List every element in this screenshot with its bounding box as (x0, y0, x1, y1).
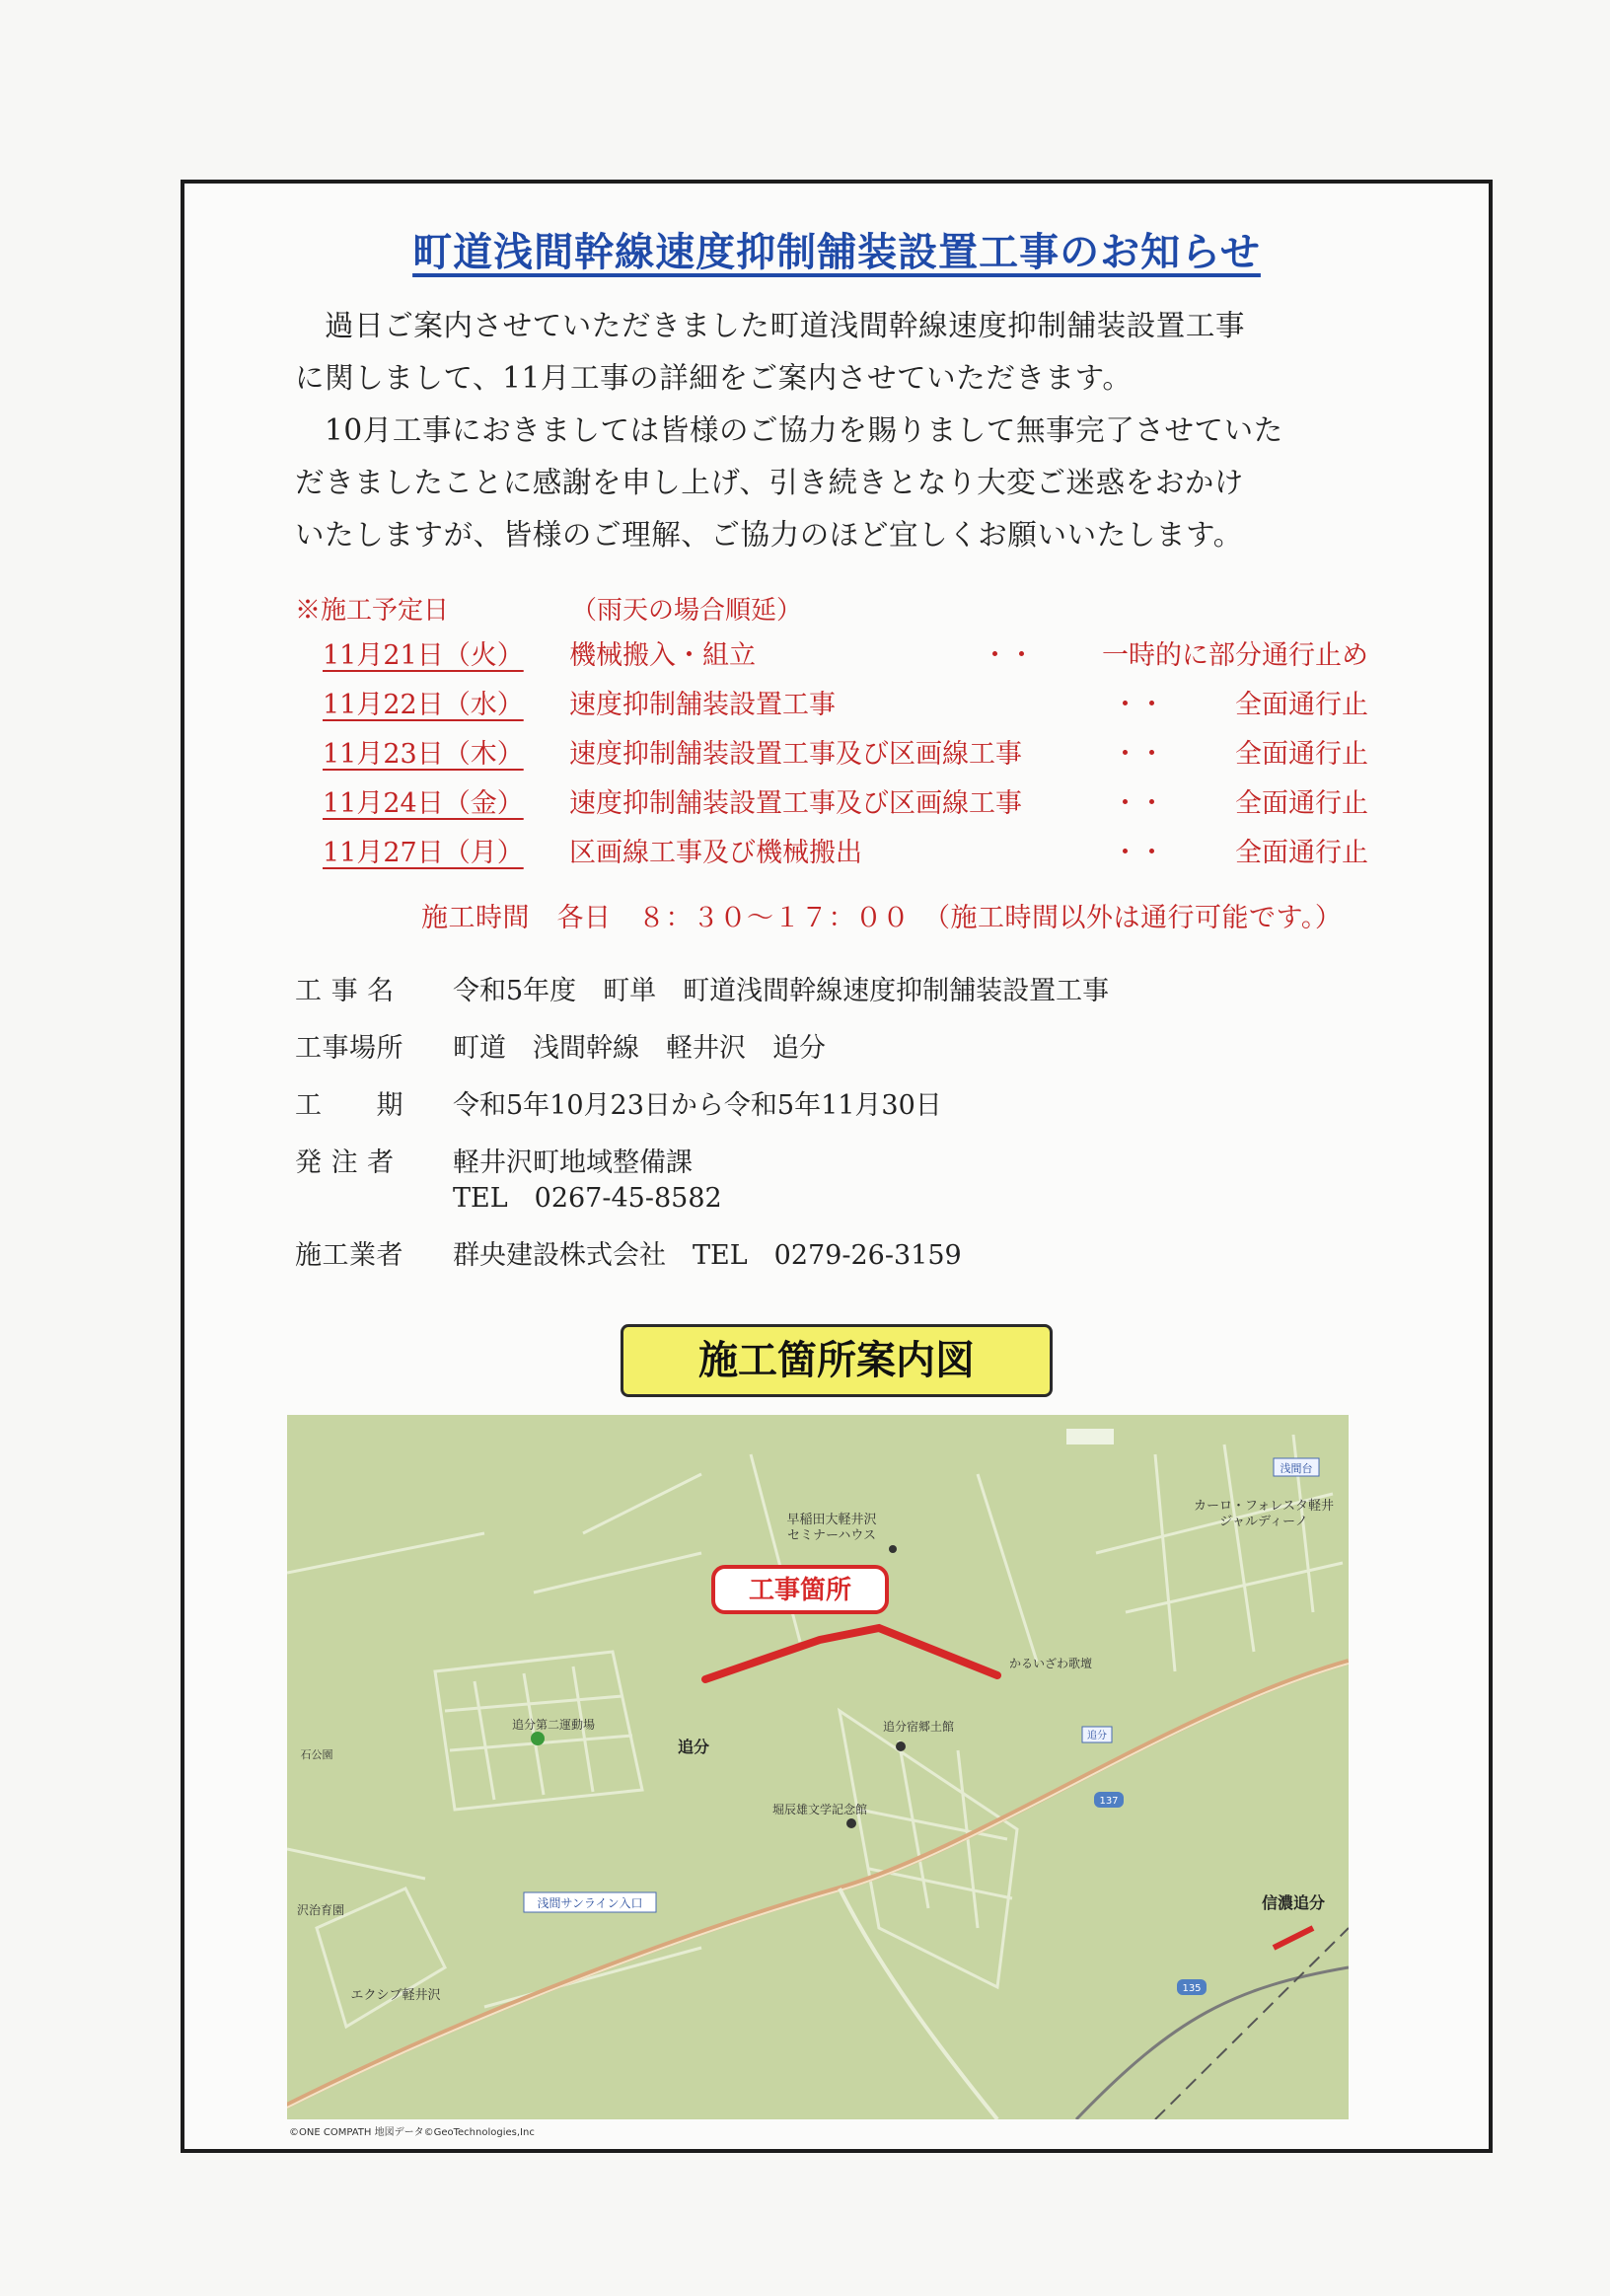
intro-line: 10月工事におきましては皆様のご協力を賜りまして無事完了させていた (325, 413, 1283, 447)
info-period (295, 1083, 942, 1122)
info-name (295, 969, 1110, 1007)
location-map[interactable] (287, 1415, 1349, 2119)
schedule-status: 全面通行止 (1235, 788, 1368, 819)
museum-icon (846, 1818, 856, 1828)
schedule-separator: ・・ (1112, 788, 1165, 819)
map-label-karuizawa-museum: かるいざわ歌壇 (1008, 1657, 1093, 1670)
info-place (295, 1026, 826, 1065)
info-contractor (295, 1233, 962, 1272)
map-svg (287, 1415, 1349, 2119)
intro-line: に関しまして、11月工事の詳細をご案内させていただきます。 (295, 361, 1133, 395)
schedule-separator: ・・ (1112, 739, 1165, 770)
school-icon (889, 1545, 897, 1553)
info-label: 工事場所 (295, 1033, 403, 1064)
museum-icon (896, 1741, 906, 1751)
schedule-work: 区画線工事及び機械搬出 (569, 838, 862, 868)
info-label: 工 期 (295, 1090, 403, 1121)
map-label-oiwake-park: 追分第二運動場 (511, 1718, 596, 1732)
schedule-row (323, 633, 1368, 673)
schedule-status: 全面通行止 (1235, 739, 1368, 770)
schedule-date: 11月27日（月） (323, 838, 524, 868)
map-route-137: 137 (1099, 1796, 1119, 1807)
schedule-separator: ・・ (1112, 838, 1165, 868)
info-client (295, 1141, 693, 1179)
map-route-135: 135 (1182, 1983, 1202, 1994)
work-hours: 施工時間 各日 ８：３０～１７：００ （施工時間以外は通行可能です。） (421, 903, 1343, 933)
info-client-tel (453, 1176, 722, 1215)
schedule-heading-label: ※施工予定日 (295, 596, 450, 626)
schedule-work: 速度抑制舗装設置工事及び区画線工事 (569, 739, 1022, 770)
info-value: 軽井沢町地域整備課 (453, 1148, 693, 1178)
map-label-exiv: エクシブ軽井沢 (350, 1988, 441, 2003)
info-label: 工 事 名 (295, 976, 395, 1006)
map-label-asama-sunline: 浅間サンライン入口 (537, 1896, 643, 1910)
info-label: 発 注 者 (295, 1148, 395, 1178)
map-label-asama-dai: 浅間台 (1280, 1462, 1313, 1475)
schedule-date: 11月22日（水） (323, 690, 524, 720)
site-label: 工事箇所 (748, 1576, 852, 1605)
schedule-separator: ・・ (982, 640, 1035, 671)
map-label-oiwake-bus: 追分 (1087, 1731, 1107, 1741)
schedule-date: 11月23日（木） (323, 739, 524, 770)
map-label-sawa: 沢治育園 (296, 1903, 345, 1917)
schedule-row (323, 683, 1368, 722)
map-label-ishi: 石公園 (300, 1748, 333, 1761)
map-label-giardino: ジャルディーノ (1219, 1515, 1308, 1529)
schedule-status: 全面通行止 (1235, 690, 1368, 720)
schedule-row (323, 732, 1368, 772)
info-value: 令和5年度 町単 町道浅間幹線速度抑制舗装設置工事 (453, 976, 1110, 1006)
map-label-kyodokan: 追分宿郷土館 (882, 1720, 955, 1734)
schedule-work: 速度抑制舗装設置工事 (569, 690, 836, 720)
map-heading-badge: 施工箇所案内図 (621, 1324, 1053, 1397)
map-label-waseda: 早稲田大軽井沢 (786, 1513, 877, 1527)
schedule-heading (295, 590, 803, 627)
intro-line: いたしますが、皆様のご理解、ご協力のほど宜しくお願いいたします。 (295, 518, 1243, 552)
schedule-work: 機械搬入・組立 (569, 640, 756, 671)
info-value: 群央建設株式会社 TEL 0279-26-3159 (453, 1240, 962, 1271)
rain-note: （雨天の場合順延） (571, 596, 803, 626)
map-credit: ©ONE COMPATH 地図データ©GeoTechnologies,Inc (289, 2127, 535, 2138)
schedule-row (323, 781, 1368, 821)
notice-title: 町道浅間幹線速度抑制舗装設置工事のお知らせ (412, 229, 1261, 275)
schedule-date: 11月24日（金） (323, 788, 524, 819)
map-label-shinano-oiwake: 信濃追分 (1261, 1893, 1326, 1912)
map-label-oiwake: 追分 (677, 1738, 710, 1756)
info-value: 令和5年10月23日から令和5年11月30日 (453, 1090, 942, 1121)
map-label-seminar: セミナーハウス (787, 1528, 876, 1543)
info-label: 施工業者 (295, 1240, 403, 1271)
intro-line: 過日ご案内させていただきました町道浅間幹線速度抑制舗装設置工事 (325, 309, 1246, 342)
schedule-work: 速度抑制舗装設置工事及び区画線工事 (569, 788, 1022, 819)
schedule-status: 一時的に部分通行止め (1102, 640, 1368, 671)
park-icon (531, 1732, 545, 1745)
intro-line: だきましたことに感謝を申し上げ、引き続きとなり大変ご迷惑をおかけ (295, 466, 1245, 499)
schedule-separator: ・・ (1112, 690, 1165, 720)
schedule-status: 全面通行止 (1235, 838, 1368, 868)
intro-text (295, 300, 1390, 561)
map-label-bungaku: 堀辰雄文学記念館 (771, 1803, 868, 1816)
info-value: TEL 0267-45-8582 (453, 1183, 722, 1214)
map-label-karo: カーロ・フォレスタ軽井 (1194, 1499, 1334, 1514)
schedule-date: 11月21日（火） (323, 640, 524, 671)
schedule-row (323, 831, 1368, 870)
info-value: 町道 浅間幹線 軽井沢 追分 (453, 1033, 826, 1064)
notice-frame (181, 180, 1493, 2153)
